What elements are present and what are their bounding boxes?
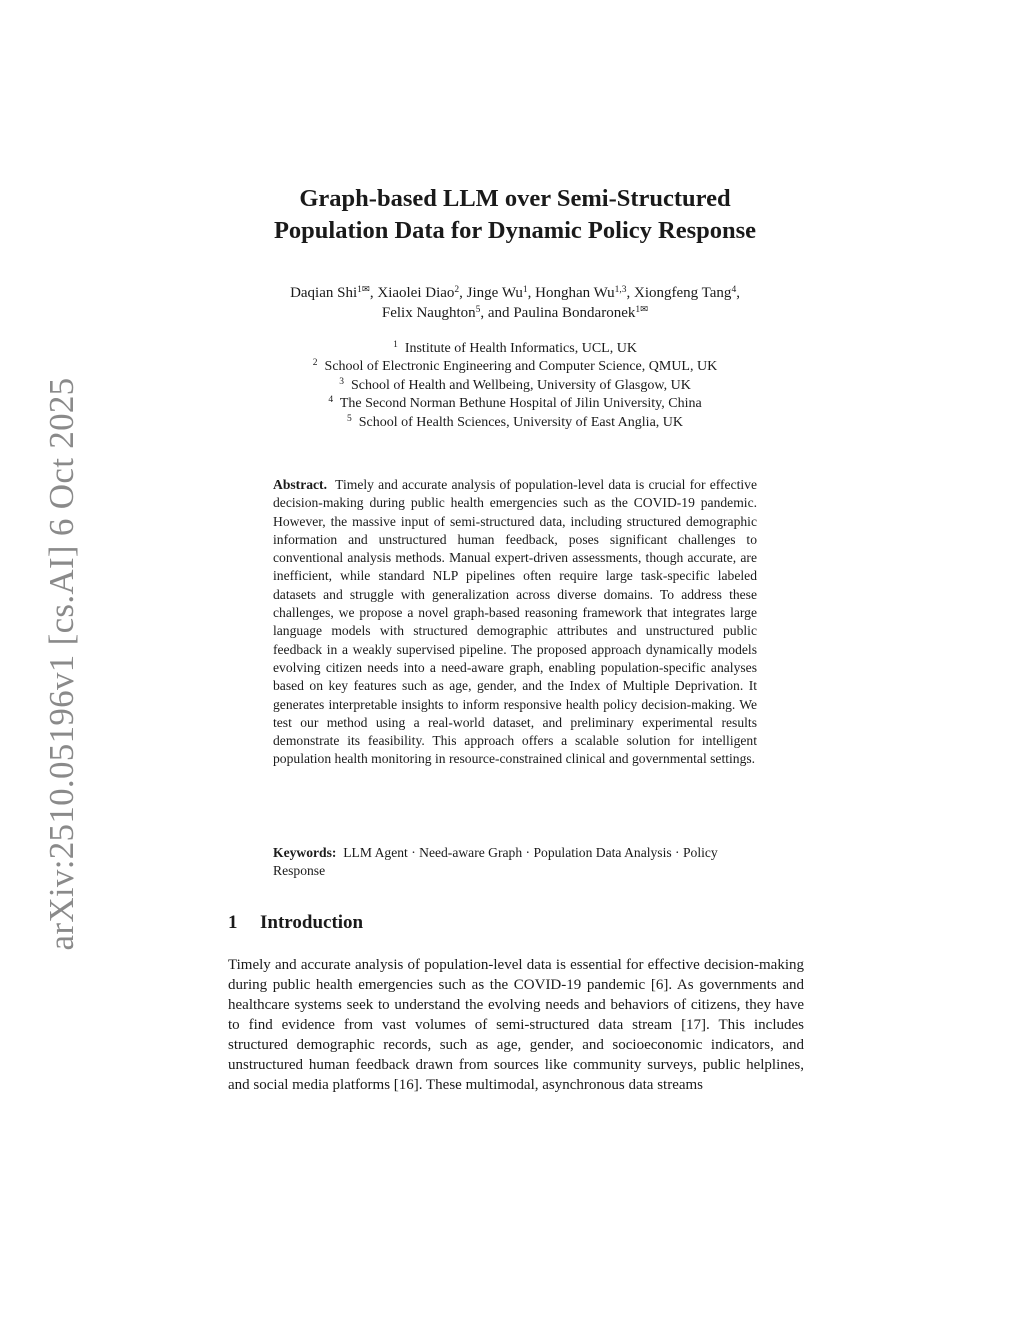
affiliation-text: School of Electronic Engineering and Computer Science, QMUL, UK <box>324 359 718 375</box>
author-sep: , <box>459 285 467 301</box>
author-name: Xiaolei Diao <box>377 285 455 301</box>
affiliation-text: School of Health and Wellbeing, University of Glasgow, UK <box>350 377 691 393</box>
section-heading <box>228 912 363 934</box>
paper-title <box>200 183 830 247</box>
affiliation-text: School of Health Sciences, University of East Anglia, UK <box>358 414 684 430</box>
title-line-2: Population Data for Dynamic Policy Response <box>273 217 757 244</box>
abstract-text: Timely and accurate analysis of population-level data is crucial for effective decision-making during public health emergencies such as the COVID-19 pandemic. However, the massive input of semi-structured data, including structured demographic information and unstructured human feedback, poses significant challenges to conventional analysis methods. Manual expert-driven assessments, though accurate, are inefficient, while standard NLP pipelines often require large task-specific labeled datasets and struggle with generalization across diverse domains. To address these challenges, we propose a novel graph-based reasoning framework that integrates large language models with structured demographic attributes and unstructured public feedback in a weakly supervised pipeline. The proposed approach dynamically models evolving citizen needs into a need-aware graph, enabling population-specific analyses based on key features such as age, gender, and the Index of Multiple Deprivation. It generates interpretable insights to inform responsive health policy decision-making. We test our method using a real-world dataset, and preliminary experimental results demonstrate its feasibility. This approach offers a scalable solution for intelligent population health monitoring in resource-constrained clinical and governmental settings. <box>273 477 757 767</box>
arxiv-identifier: arXiv:2510.05196v1 [cs.AI] 6 Oct 2025 <box>42 377 81 951</box>
author-name: Xiongfeng Tang <box>634 285 732 301</box>
abstract <box>273 476 757 769</box>
affiliation-item <box>180 395 850 413</box>
author-affil-sup: 1✉ <box>357 284 370 295</box>
author-sep: , <box>527 285 536 301</box>
affiliation-number: 5 <box>346 413 352 424</box>
author-affil-sup: 1 <box>522 284 528 295</box>
affiliation-list <box>180 340 850 432</box>
author-name: Felix Naughton <box>381 305 476 321</box>
author-name: Jinge Wu <box>466 285 523 301</box>
section-title: Introduction <box>260 912 364 933</box>
author-line-1 <box>180 283 850 303</box>
author-sep: , <box>369 285 378 301</box>
title-line-1: Graph-based LLM over Semi-Structured <box>299 185 731 212</box>
author-sep: , <box>626 285 635 301</box>
section-number: 1 <box>228 912 238 933</box>
affiliation-item <box>180 358 850 376</box>
author-name: Daqian Shi <box>290 285 358 301</box>
author-affil-sup: 4 <box>731 284 737 295</box>
affiliation-number: 4 <box>328 395 334 405</box>
author-affil-sup: 1,3 <box>614 284 627 295</box>
keywords <box>273 844 757 881</box>
affiliation-item <box>180 414 850 432</box>
affiliation-item <box>180 340 850 358</box>
author-sep: , and <box>480 305 514 321</box>
author-affil-sup: 2 <box>454 284 460 295</box>
abstract-label: Abstract. <box>273 477 327 492</box>
affiliation-number: 2 <box>312 358 318 369</box>
affiliation-text: Institute of Health Informatics, UCL, UK <box>404 341 637 356</box>
intro-paragraph: Timely and accurate analysis of population-level data is essential for effective decision-making during public health emergencies such as the COVID-19 pandemic [6]. As governments and healthcare systems seek to understand the evolving needs and behaviors of citizens, they have to find evidence from vast volumes of semi-structured data stream [17]. This includes structured demographic records, such as age, gender, and socioeconomic indicators, and unstructured human feedback drawn from sources like community surveys, public helplines, and social media platforms [16]. These multimodal, asynchronous data streams <box>228 957 804 1093</box>
affiliation-text: The Second Norman Bethune Hospital of Jilin University, China <box>339 396 702 412</box>
author-name: Paulina Bondaronek <box>513 305 636 321</box>
author-affil-sup: 5 <box>475 304 481 315</box>
affiliation-number: 1 <box>393 339 398 350</box>
author-line-2 <box>180 303 850 323</box>
affiliation-number: 3 <box>339 376 344 387</box>
keywords-label: Keywords: <box>273 845 337 860</box>
author-name: Honghan Wu <box>535 285 615 301</box>
author-list <box>180 283 850 323</box>
author-affil-sup: 1✉ <box>635 304 649 315</box>
keywords-text: LLM Agent · Need-aware Graph · Population Data Analysis · Policy Response <box>273 845 718 879</box>
affiliation-item <box>180 377 850 395</box>
author-sep: , <box>736 285 740 301</box>
